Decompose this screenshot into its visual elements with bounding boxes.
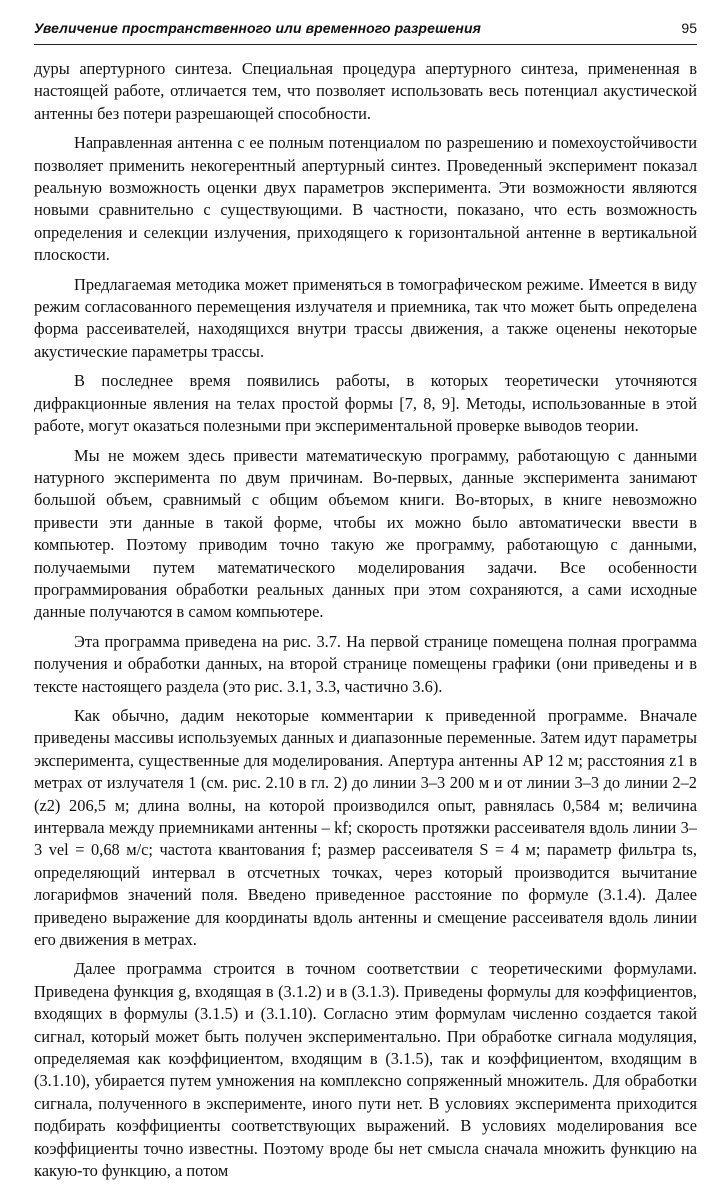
paragraph-theoretical-formulas: Далее программа строится в точном соответствии с теоретическими формулами. Приведена функция g, входящая в (3.1.2) и в (3.1.3). Приведены формулы для коэффициентов, входящих в формулы (3.1.5) и (3.1.10). Согласно этим формулам численно создается такой сигнал, который может быть получен экспериментально. При обработке сигнала модуляция, определяемая как коэффициентом, входящим в (3.1.5), так и коэффициентом, входящим в (3.1.10), убирается путем умножения на комплексно сопряженный множитель. Для обработки сигнала, полученного в эксперименте, иного пути нет. В условиях эксперимента приходится подбирать коэффициенты соответствующих выражений. В условиях моделирования все коэффициенты точно известны. Поэтому вроде бы нет смысла сначала множить функцию на какую-то функцию, а потом [34,959,697,1181]
paragraph-directional-antenna: Направленная антенна с ее полным потенциалом по разрешению и помехоустойчивости позволяет применить некогерентный апертурный синтез. Проведенный эксперимент показал реальную возможность оценки двух параметров эксперимента. Эти возможности являются новыми сравнительно с существующими. В частности, показано, что есть возможность определения и селекции излучения, приходящего к горизонтальной антенне в вертикальной плоскости. [34,133,697,265]
page-number: 95 [681,20,697,36]
paragraph-recent-works: В последнее время появились работы, в которых теоретически уточняются дифракционные явления на телах простой формы [7, 8, 9]. Методы, использованные в этой работе, могут оказаться полезными при экспериментальной проверке выводов теории. [34,371,697,436]
paragraph-tomographic-mode: Предлагаемая методика может применяться в томографическом режиме. Имеется в виду режим согласованного перемещения излучателя и приемника, так что может быть определена форма рассеивателей, находящихся внутри трассы движения, а также оценены некоторые акустические параметры трассы. [34,274,697,361]
header-title: Увеличение пространственного или временного разрешения [34,20,481,36]
paragraph-continuation: дуры апертурного синтеза. Специальная процедура апертурного синтеза, примененная в настоящей работе, отличается тем, что позволяет использовать весь потенциал акустической антенны без потери разрешающей способности. [34,59,697,123]
running-header [34,14,697,45]
paragraph-program-comments: Как обычно, дадим некоторые комментарии к приведенной программе. Вначале приведены массивы используемых данных и диапазонные переменные. Затем идут параметры эксперимента, существенные для моделирования. Апертура антенны AP 12 м; расстояния z1 в метрах от излучателя 1 (см. рис. 2.10 в гл. 2) до линии 3–3 200 м и от линии 3–3 до линии 2–2 (z2) 206,5 м; длина волны, на которой производился опыт, равнялась 0,584 м; величина интервала между приемниками антенны – kf; скорость протяжки рассеивателя вдоль линии 3–3 vel = 0,68 м/с; частота квантования f; размер рассеивателя S = 4 м; параметр фильтра ts, определяющий интервал в отсчетных точках, через который производится вычитание логарифмов значений поля. Введено приведенное расстояние по формуле (3.1.4). Далее приведено выражение для координаты вдоль антенны и смещение рассеивателя вдоль линии его движения в метрах. [34,705,697,950]
paragraph-figure-reference: Эта программа приведена на рис. 3.7. На первой странице помещена полная программа получения и обработки данных, на второй странице помещены графики (они приведены и в тексте настоящего раздела (это рис. 3.1, 3.3, частично 3.6). [34,631,697,696]
body-text [34,58,697,1190]
paragraph-program-reasons: Мы не можем здесь привести математическую программу, работающую с данными натурного эксперимента по двум причинам. Во-первых, данные эксперимента занимают большой объем, сравнимый с общим объемом книги. Во-вторых, в книге невозможно привести эти данные в такой форме, чтобы их можно было автоматически ввести в компьютер. Поэтому приводим точно такую же программу, работающую с данными, получаемыми путем математического моделирования задачи. Все особенности программирования обработки реальных данных при этом сохраняются, а сами исходные данные получаются в самом компьютере. [34,445,697,622]
